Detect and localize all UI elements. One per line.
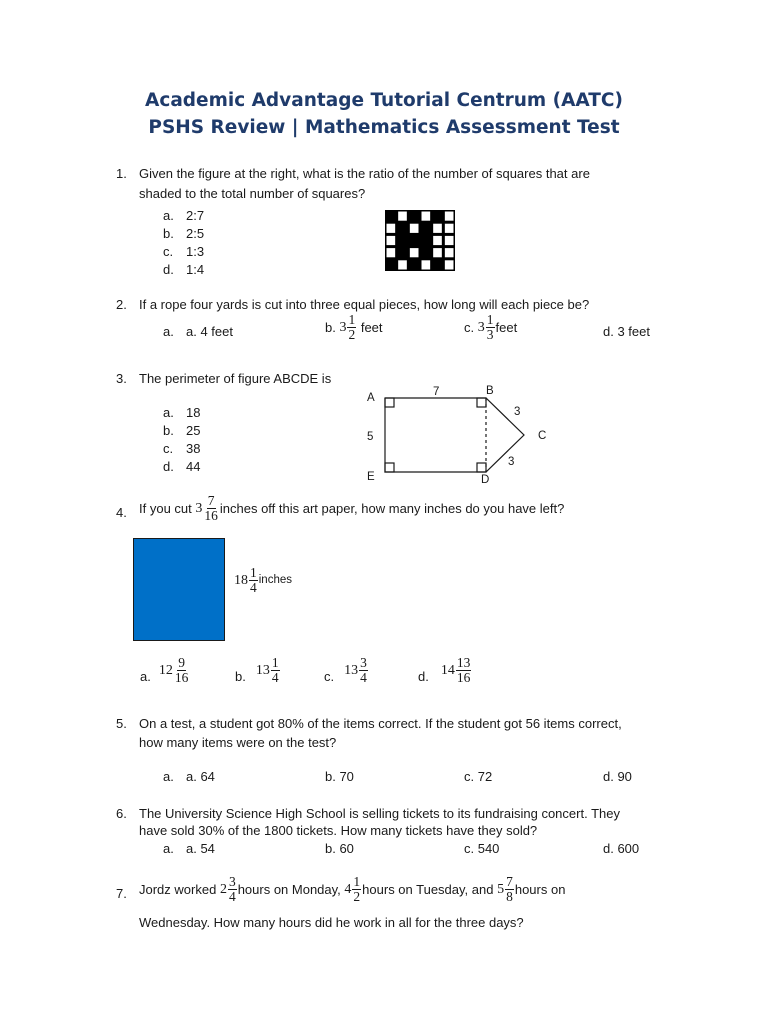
q6-option-a[interactable]: a. 54: [186, 841, 215, 856]
q4-option-b[interactable]: [235, 656, 281, 685]
art-paper-label: [234, 566, 292, 595]
grid-square: [444, 211, 455, 222]
q3-option-c-letter[interactable]: c.: [163, 441, 174, 456]
art-paper-unit: inches: [258, 574, 292, 586]
vertex-a-label: A: [367, 392, 375, 404]
q6-option-b[interactable]: b. 60: [325, 841, 354, 856]
grid-square: [421, 235, 432, 246]
side-cd-length: 3: [508, 456, 515, 468]
vertex-d-label: D: [481, 474, 490, 486]
q2-option-b-unit: feet: [360, 320, 383, 335]
q4-option-den: 4: [271, 670, 279, 685]
q1-number: 1.: [116, 166, 127, 181]
q4-option-letter: d.: [418, 669, 429, 684]
q4-option-letter: b.: [235, 669, 246, 684]
art-paper-whole: 18: [234, 573, 248, 588]
q4-option-whole: 13: [255, 663, 270, 678]
grid-square: [432, 223, 443, 234]
q2-option-b-letter: b.: [325, 320, 336, 335]
vertex-b-label: B: [486, 385, 494, 397]
q7-text-part4: hours on: [514, 882, 566, 897]
q4-option-num: 13: [456, 655, 471, 670]
q4-option-d[interactable]: [418, 656, 472, 685]
q2-option-b-whole: 3: [339, 320, 347, 335]
q6-option-a-letter[interactable]: a.: [163, 841, 174, 856]
q6-text-line2: have sold 30% of the 1800 tickets. How many tickets have they sold?: [139, 823, 538, 838]
q1-text-line1: Given the figure at the right, what is the ratio of the number of squares that are: [139, 166, 590, 181]
q4-cut-den: 16: [204, 508, 218, 523]
grid-square: [386, 259, 397, 270]
q5-option-a-letter[interactable]: a.: [163, 769, 174, 784]
q7-frac2-whole: 4: [344, 882, 352, 897]
q7-frac1-whole: 2: [219, 882, 227, 897]
q1-text-line2: shaded to the total number of squares?: [139, 186, 366, 201]
q4-option-a[interactable]: [140, 656, 190, 685]
q2-option-b[interactable]: [325, 313, 383, 342]
q2-option-c-num: 1: [486, 312, 494, 327]
q5-option-a[interactable]: a. 64: [186, 769, 215, 784]
q2-option-d[interactable]: [603, 323, 650, 340]
q1-option-a[interactable]: 2:7: [186, 208, 205, 223]
grid-square: [397, 247, 408, 258]
q6-option-c[interactable]: c. 540: [464, 841, 500, 856]
q6-text-line1: The University Science High School is selling tickets to its fundraising concert. They: [139, 806, 620, 821]
grid-square: [386, 247, 397, 258]
q7-text-part3: hours on Tuesday, and: [362, 882, 494, 897]
grid-square: [409, 223, 420, 234]
art-paper: [133, 538, 225, 641]
q7-frac1-den: 4: [228, 889, 236, 904]
q7-number: 7.: [116, 886, 127, 901]
q3-option-b-letter[interactable]: b.: [163, 423, 174, 438]
grid-square: [444, 235, 455, 246]
grid-square: [421, 211, 432, 222]
q1-option-d[interactable]: 1:4: [186, 262, 205, 277]
right-angle-d: [477, 463, 486, 472]
q4-option-num: 3: [360, 655, 367, 670]
right-angle-e: [385, 463, 394, 472]
q2-option-c-letter: c.: [464, 320, 475, 335]
header-subtitle: PSHS Review | Mathematics Assessment Test: [148, 117, 620, 138]
q7-text-part2: hours on Monday,: [237, 882, 341, 897]
art-paper-num: 1: [250, 565, 257, 580]
grid-square: [444, 247, 455, 258]
grid-square: [397, 235, 408, 246]
q2-option-a[interactable]: a. 4 feet: [186, 324, 233, 339]
q3-pentagon-figure: [360, 380, 560, 486]
q4-number: 4.: [116, 505, 127, 520]
grid-square: [386, 223, 397, 234]
q4-text-after: inches off this art paper, how many inches do you have left?: [219, 501, 565, 516]
grid-square: [432, 235, 443, 246]
q1-option-c[interactable]: 1:3: [186, 244, 205, 259]
q7-text-part1: Jordz worked: [139, 882, 217, 897]
grid-square: [386, 235, 397, 246]
q7-text-line1: [139, 875, 565, 904]
grid-square: [409, 247, 420, 258]
q1-option-b-letter[interactable]: b.: [163, 226, 174, 241]
q7-text-line2: Wednesday. How many hours did he work in all for the three days?: [139, 915, 524, 930]
header-title: Academic Advantage Tutorial Centrum (AATC): [145, 90, 623, 111]
q2-option-d-letter: d.: [603, 324, 614, 339]
q2-option-c-whole: 3: [477, 320, 485, 335]
grid-square: [444, 259, 455, 270]
q7-frac3-num: 7: [506, 874, 513, 889]
grid-square: [421, 223, 432, 234]
q1-option-c-letter[interactable]: c.: [163, 244, 174, 259]
grid-square: [409, 211, 420, 222]
q1-option-b[interactable]: 2:5: [186, 226, 205, 241]
q4-option-letter: c.: [324, 669, 335, 684]
q2-option-d-text: 3 feet: [617, 324, 650, 339]
vertex-c-label: C: [538, 430, 547, 442]
q3-option-d[interactable]: 44: [186, 459, 201, 474]
q4-option-c[interactable]: [324, 656, 369, 685]
q6-number: 6.: [116, 806, 127, 821]
q2-option-c-unit: feet: [495, 320, 518, 335]
side-ab-length: 7: [433, 386, 440, 398]
q2-option-b-den: 2: [348, 327, 356, 342]
q4-option-whole: 13: [344, 663, 359, 678]
grid-square: [432, 247, 443, 258]
q7-frac1-num: 3: [228, 874, 236, 889]
grid-square: [432, 211, 443, 222]
q2-option-b-num: 1: [348, 312, 356, 327]
q2-option-a-letter[interactable]: a.: [163, 324, 174, 339]
grid-square: [432, 259, 443, 270]
q4-text-before: If you cut: [139, 501, 192, 516]
q5-option-c[interactable]: c. 72: [464, 769, 493, 784]
q5-option-b[interactable]: b. 70: [325, 769, 354, 784]
right-angle-a: [385, 398, 394, 407]
side-bc-length: 3: [514, 406, 521, 418]
q3-option-a[interactable]: 18: [186, 405, 201, 420]
q3-text: The perimeter of figure ABCDE is: [139, 371, 332, 386]
q4-cut-whole: 3: [195, 501, 203, 516]
q5-text-line2: how many items were on the test?: [139, 735, 337, 750]
q4-option-letter: a.: [140, 669, 151, 684]
q4-option-den: 16: [174, 670, 189, 685]
q4-option-whole: 14: [440, 663, 455, 678]
q3-option-b[interactable]: 25: [186, 423, 201, 438]
q7-frac3-whole: 5: [497, 882, 505, 897]
art-paper-den: 4: [250, 580, 257, 595]
grid-square: [386, 211, 397, 222]
pentagon-outline: [385, 398, 524, 472]
grid-square: [444, 223, 455, 234]
q3-option-c[interactable]: 38: [186, 441, 201, 456]
q1-option-a-letter[interactable]: a.: [163, 208, 174, 223]
q4-option-num: 1: [271, 655, 279, 670]
q1-option-d-letter[interactable]: d.: [163, 262, 174, 277]
grid-square: [397, 211, 408, 222]
q4-text: [139, 494, 564, 523]
q2-option-c-den: 3: [486, 327, 494, 342]
q2-text: If a rope four yards is cut into three equal pieces, how long will each piece be?: [139, 297, 590, 312]
q2-number: 2.: [116, 297, 127, 312]
grid-square: [421, 259, 432, 270]
q4-option-den: 4: [360, 670, 367, 685]
grid-square: [397, 259, 408, 270]
q7-frac2-num: 1: [353, 874, 361, 889]
q5-text-line1: On a test, a student got 80% of the items correct. If the student got 56 items correct,: [139, 716, 622, 731]
q5-option-d[interactable]: d. 90: [603, 769, 632, 784]
q7-frac2-den: 2: [353, 889, 361, 904]
right-angle-b: [477, 398, 486, 407]
q4-option-den: 16: [456, 670, 471, 685]
side-ae-length: 5: [367, 431, 374, 443]
q7-frac3-den: 8: [506, 889, 513, 904]
q5-number: 5.: [116, 716, 127, 731]
q4-option-num: 9: [178, 655, 185, 670]
grid-square: [409, 259, 420, 270]
q3-number: 3.: [116, 371, 127, 386]
grid-square: [421, 247, 432, 258]
q1-grid-figure: [385, 210, 455, 271]
grid-square: [397, 223, 408, 234]
q6-option-d[interactable]: d. 600: [603, 841, 640, 856]
q4-cut-num: 7: [207, 493, 215, 508]
grid-square: [409, 235, 420, 246]
q3-option-d-letter[interactable]: d.: [163, 459, 174, 474]
q3-option-a-letter[interactable]: a.: [163, 405, 174, 420]
q4-option-whole: 12: [158, 663, 173, 678]
vertex-e-label: E: [367, 471, 375, 483]
q2-option-c[interactable]: [464, 313, 517, 342]
